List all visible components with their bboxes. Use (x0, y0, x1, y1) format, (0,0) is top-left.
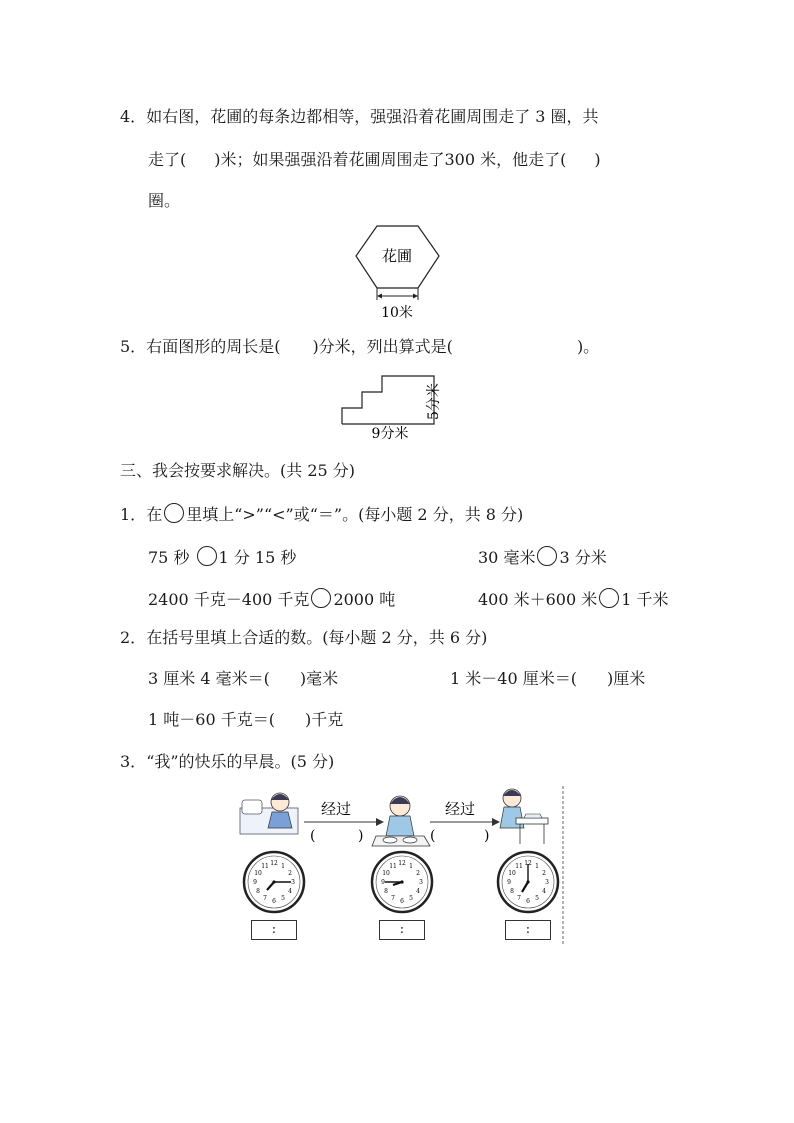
clock-2-num-3: 3 (419, 879, 423, 886)
arrow-2 (430, 800, 500, 844)
clock-1-center (272, 880, 275, 883)
s3q2-item-1 (148, 668, 338, 690)
q4-line2 (148, 149, 601, 171)
q5-line (120, 336, 599, 358)
s3q1-item-3-left: 2400 千克－400 千克 (148, 590, 310, 609)
s3q2-item-3-a: 1 吨－60 千克＝( (148, 710, 275, 729)
clock-2-num-11: 11 (389, 863, 397, 870)
time-box-1[interactable] (251, 920, 297, 940)
q5-text-a: 右面图形的周长是( (146, 337, 281, 356)
q4-text-3: 圈。 (148, 191, 181, 210)
boy-hair-3 (503, 790, 521, 796)
time-box-3-sep: : (525, 922, 531, 937)
hexagon-side-label: 10米 (381, 305, 413, 321)
s3q2-item-1-b: )毫米 (299, 669, 339, 688)
clock-1-num-10: 10 (254, 870, 262, 877)
s3q1-item-1 (148, 546, 296, 569)
staircase-height-label: 5分米 (426, 383, 442, 420)
clock-1-num-4: 4 (288, 888, 292, 895)
arrow-1-paren-close: ) (358, 828, 364, 844)
clock-2-num-2: 2 (416, 870, 420, 877)
q4-text-2c: ) (594, 150, 601, 169)
q5-text-c: )。 (576, 337, 600, 356)
time-box-3[interactable] (505, 920, 551, 940)
wake-up-scene (240, 793, 298, 834)
arrow-2-paren-close: ) (484, 828, 490, 844)
dim-arrow-left (377, 294, 382, 299)
boy-hair-2 (390, 797, 410, 804)
clock-1-num-11: 11 (261, 863, 269, 870)
time-box-1-sep: : (271, 922, 277, 937)
sample-circle (164, 503, 184, 523)
clock-3-num-5: 5 (535, 895, 539, 902)
clock-1 (244, 852, 304, 912)
s3q2-number: 2． (120, 628, 147, 647)
s3q1-line (120, 503, 523, 526)
study-desk (516, 818, 548, 824)
s3q2-item-3-b: )千克 (304, 710, 344, 729)
arrow-1-paren-open: ( (310, 828, 316, 844)
s3q1-item-2-left: 30 毫米 (478, 548, 536, 567)
clock-2-num-5: 5 (409, 895, 413, 902)
clock-1-num-7: 7 (263, 895, 267, 902)
clock-2-num-1: 1 (409, 863, 413, 870)
breakfast-plate-2 (403, 837, 417, 843)
s3q1-item-1-right: 1 分 15 秒 (218, 548, 297, 567)
s3q2-line (120, 627, 487, 649)
s3q2-text: 在括号里填上合适的数。(每小题 2 分，共 6 分) (146, 628, 488, 647)
clock-2-num-4: 4 (416, 888, 420, 895)
boy-body-3 (500, 807, 524, 828)
clock-3-num-8: 8 (510, 888, 514, 895)
s3q2-item-3 (148, 709, 343, 731)
s3q1-number: 1． (120, 505, 147, 524)
staircase-shape (342, 376, 434, 424)
s3q2-item-2 (450, 668, 645, 690)
clock-3-num-4: 4 (542, 888, 546, 895)
clock-3-num-1: 1 (535, 863, 539, 870)
q4-text-2b: )米；如果强强沿着花圃周围走了300 米，他走了( (214, 150, 567, 169)
s3q2-item-2-a: 1 米－40 厘米＝( (450, 669, 577, 688)
hexagon-label: 花圃 (381, 247, 413, 265)
arrow-2-label: 经过 (444, 800, 476, 818)
arrow-2-paren-open: ( (430, 828, 436, 844)
q4-line1 (120, 106, 599, 128)
boy-body-2 (386, 816, 414, 836)
s3q1-item-2 (478, 546, 607, 569)
s3q1-item-1-left: 75 秒 (148, 548, 195, 567)
q4-line3 (148, 190, 180, 212)
clock-3-num-6: 6 (526, 898, 530, 905)
dim-arrow-right (413, 294, 418, 299)
s3q1-item-2-right: 3 分米 (559, 548, 607, 567)
clock-3-num-11: 11 (515, 863, 523, 870)
s3q1-item-4 (478, 588, 669, 611)
clock-1-num-6: 6 (272, 898, 276, 905)
s3q1-item-4-left: 400 米＋600 米 (478, 590, 598, 609)
arrow-1-head (376, 818, 384, 826)
hexagon-figure (350, 224, 446, 324)
compare-circle-2[interactable] (537, 546, 557, 566)
q4-text-2a: 走了( (148, 150, 187, 169)
clock-2-num-6: 6 (400, 898, 404, 905)
clock-2-num-8: 8 (384, 888, 388, 895)
clock-2-num-7: 7 (391, 895, 395, 902)
clock-2-num-12: 12 (398, 860, 406, 867)
clock-1-num-3: 3 (291, 879, 295, 886)
time-box-2[interactable] (379, 920, 425, 940)
bed-pillow (242, 800, 262, 814)
clock-3-num-12: 12 (524, 860, 532, 867)
clock-1-num-2: 2 (288, 870, 292, 877)
compare-circle-1[interactable] (197, 546, 217, 566)
arrow-1-label: 经过 (320, 800, 352, 818)
clock-3-num-10: 10 (508, 870, 516, 877)
s3q1-text-b: 里填上“>”“<”或“＝”。(每小题 2 分，共 8 分) (186, 505, 524, 524)
s3q3-line (120, 751, 334, 773)
clock-1-num-1: 1 (281, 863, 285, 870)
clock-3-num-9: 9 (507, 879, 511, 886)
boy-body-1 (268, 812, 292, 828)
boy-hair-1 (271, 794, 289, 800)
arrow-1 (304, 800, 384, 844)
clock-3-center (526, 880, 529, 883)
open-book (524, 814, 542, 818)
clock-2-num-9: 9 (381, 879, 385, 886)
q4-text-1: 如右图，花圃的每条边都相等，强强沿着花圃周围走了 3 圈，共 (146, 107, 599, 126)
compare-circle-4[interactable] (599, 588, 619, 608)
clock-3-num-3: 3 (545, 879, 549, 886)
clock-2-center (400, 880, 403, 883)
s3q1-item-3-right: 2000 吨 (333, 590, 396, 609)
compare-circle-3[interactable] (311, 588, 331, 608)
s3q1-item-3 (148, 588, 395, 611)
clock-1-num-9: 9 (253, 879, 257, 886)
staircase-figure (336, 366, 456, 446)
q4-number: 4． (120, 107, 147, 126)
clock-2-num-10: 10 (382, 870, 390, 877)
arrow-2-head (492, 818, 500, 826)
clock-1-num-8: 8 (256, 888, 260, 895)
s3q2-item-1-a: 3 厘米 4 毫米＝( (148, 669, 270, 688)
clock-1-num-12: 12 (270, 860, 278, 867)
s3q3-text: “我”的快乐的早晨。(5 分) (146, 752, 335, 771)
staircase-width-label: 9分米 (371, 426, 409, 442)
breakfast-table (372, 836, 430, 846)
clock-3-num-7: 7 (517, 895, 521, 902)
s3q1-item-4-right: 1 千米 (621, 590, 669, 609)
s3q3-number: 3． (120, 752, 147, 771)
q5-text-b: )分米，列出算式是( (312, 337, 453, 356)
clock-1-num-5: 5 (281, 895, 285, 902)
breakfast-plate-1 (383, 837, 397, 843)
time-box-2-sep: : (399, 922, 405, 937)
study-scene (500, 789, 548, 844)
s3q2-item-2-b: )厘米 (606, 669, 646, 688)
clock-2 (372, 852, 432, 912)
s3q1-text-a: 在 (146, 505, 163, 524)
section3-title: 三、我会按要求解决。(共 25 分) (120, 461, 356, 480)
clock-3-num-2: 2 (542, 870, 546, 877)
clock-3 (498, 852, 558, 912)
q5-number: 5． (120, 337, 147, 356)
